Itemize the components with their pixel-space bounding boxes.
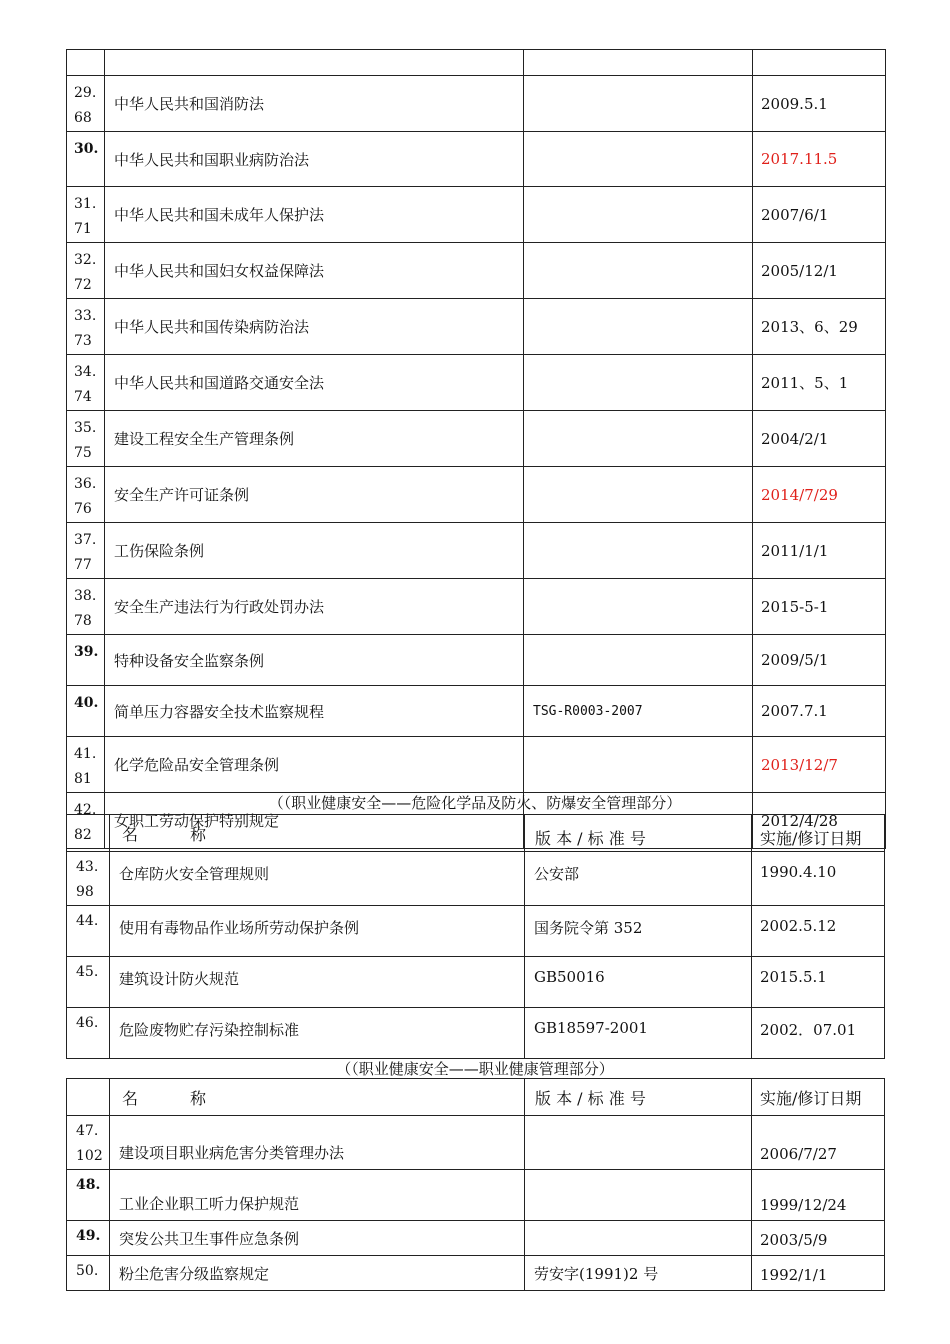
table-row <box>67 1256 885 1291</box>
row-number-suffix: 82 <box>74 827 92 843</box>
row-number: 45. <box>76 964 99 980</box>
table-row <box>67 579 886 635</box>
table-header-row <box>67 815 885 852</box>
regulation-name-cell: 简单压力容器安全技术监察规程 <box>105 686 524 737</box>
row-number-cell <box>67 1116 110 1170</box>
row-number-cell <box>67 1221 110 1256</box>
effective-date-cell: 2009.5.1 <box>753 76 886 132</box>
regulation-name-cell: 仓库防火安全管理规则 <box>110 852 525 906</box>
effective-date-cell: 2006/7/27 <box>752 1116 885 1170</box>
regulations-table-3 <box>66 1078 885 1291</box>
regulation-name-cell: 中华人民共和国传染病防治法 <box>105 299 524 355</box>
effective-date-cell: 2007/6/1 <box>753 187 886 243</box>
standard-number-cell <box>524 737 753 793</box>
header-date-cell: 实施/修订日期 <box>752 815 885 852</box>
row-number: 46. <box>76 1015 99 1031</box>
row-number-suffix: 102 <box>76 1148 103 1164</box>
effective-date-cell: 2002.5.12 <box>752 906 885 957</box>
standard-number-cell <box>525 1170 752 1221</box>
row-number-cell <box>67 1256 110 1291</box>
row-number-cell <box>67 1008 110 1059</box>
row-number-cell <box>67 243 105 299</box>
header-standard-cell: 版 本 / 标 准 号 <box>525 1079 752 1116</box>
effective-date-cell: 1992/1/1 <box>752 1256 885 1291</box>
regulation-name-cell: 中华人民共和国妇女权益保障法 <box>105 243 524 299</box>
standard-number-cell: 国务院令第 352 <box>525 906 752 957</box>
standard-number-cell <box>524 579 753 635</box>
table-row <box>67 76 886 132</box>
row-number-suffix: 74 <box>74 389 92 405</box>
row-number: 42. <box>74 802 97 818</box>
table-row <box>67 737 886 793</box>
row-number-cell <box>67 355 105 411</box>
table-row <box>67 686 886 737</box>
row-number-suffix: 68 <box>74 110 92 126</box>
row-number-cell <box>67 50 105 76</box>
table-row <box>67 467 886 523</box>
row-number-cell <box>67 852 110 906</box>
standard-number-cell <box>524 50 753 76</box>
standard-number-cell <box>524 523 753 579</box>
table-row <box>67 50 886 76</box>
header-name-b: 称 <box>190 1088 207 1108</box>
row-number: 35. <box>74 420 97 436</box>
row-number: 33. <box>74 308 97 324</box>
row-number: 32. <box>74 252 97 268</box>
standard-number-cell: TSG-R0003-2007 <box>524 686 753 737</box>
header-number-cell <box>67 1079 110 1116</box>
effective-date-cell: 2007.7.1 <box>753 686 886 737</box>
regulation-name-cell: 使用有毒物品作业场所劳动保护条例 <box>110 906 525 957</box>
effective-date-cell: 2011/1/1 <box>753 523 886 579</box>
table-row <box>67 957 885 1008</box>
regulation-name-cell: 女职工劳动保护特别规定 <box>105 793 524 849</box>
section-caption-occupational-health: （（职业健康安全——职业健康管理部分） <box>336 1060 614 1078</box>
regulation-name-cell: 粉尘危害分级监察规定 <box>110 1256 525 1291</box>
row-number-cell <box>67 299 105 355</box>
header-number-cell <box>67 815 110 852</box>
section-caption-hazardous-chemicals: （（职业健康安全——危险化学品及防火、防爆安全管理部分） <box>268 794 682 812</box>
regulations-table-1 <box>66 49 886 849</box>
row-number-cell <box>67 686 105 737</box>
row-number: 41. <box>74 746 97 762</box>
table-header-row <box>67 1079 885 1116</box>
effective-date-cell: 2011、5、1 <box>753 355 886 411</box>
standard-number-cell <box>524 243 753 299</box>
standard-number-cell <box>524 76 753 132</box>
table-row <box>67 411 886 467</box>
standard-number-cell <box>524 187 753 243</box>
header-name-cell <box>110 1079 525 1116</box>
effective-date-cell: 2004/2/1 <box>753 411 886 467</box>
table-row <box>67 523 886 579</box>
effective-date-cell: 2017.11.5 <box>753 132 886 187</box>
row-number: 31. <box>74 196 97 212</box>
row-number-cell <box>67 635 105 686</box>
standard-number-cell: 劳安字(1991)2 号 <box>525 1256 752 1291</box>
header-standard-cell: 版 本 / 标 准 号 <box>525 815 752 852</box>
row-number-suffix: 78 <box>74 613 92 629</box>
table-row <box>67 635 886 686</box>
table-row <box>67 355 886 411</box>
table-row <box>67 1170 885 1221</box>
standard-number-cell <box>524 635 753 686</box>
table-row <box>67 906 885 957</box>
effective-date-cell: 1990.4.10 <box>752 852 885 906</box>
regulation-name-cell: 建筑设计防火规范 <box>110 957 525 1008</box>
row-number: 39. <box>74 644 99 660</box>
row-number: 40. <box>74 695 99 711</box>
row-number-cell <box>67 737 105 793</box>
regulation-name-cell: 工业企业职工听力保护规范 <box>110 1170 525 1221</box>
standard-number-cell: GB50016 <box>525 957 752 1008</box>
row-number-cell <box>67 906 110 957</box>
table-row <box>67 852 885 906</box>
row-number-suffix: 75 <box>74 445 92 461</box>
row-number: 34. <box>74 364 97 380</box>
header-date-cell: 实施/修订日期 <box>752 1079 885 1116</box>
effective-date-cell: 2015.5.1 <box>752 957 885 1008</box>
regulation-name-cell: 特种设备安全监察条例 <box>105 635 524 686</box>
regulations-table-2 <box>66 814 885 1059</box>
row-number-suffix: 72 <box>74 277 92 293</box>
row-number-suffix: 76 <box>74 501 92 517</box>
effective-date-cell: 2003/5/9 <box>752 1221 885 1256</box>
effective-date-cell: 2009/5/1 <box>753 635 886 686</box>
row-number: 43. <box>76 859 99 875</box>
regulation-name-cell: 危险废物贮存污染控制标准 <box>110 1008 525 1059</box>
header-name-a: 名 <box>122 824 139 844</box>
row-number: 36. <box>74 476 97 492</box>
effective-date-cell: 2015-5-1 <box>753 579 886 635</box>
regulation-name-cell: 建设项目职业病危害分类管理办法 <box>110 1116 525 1170</box>
row-number-suffix: 81 <box>74 771 92 787</box>
standard-number-cell <box>524 411 753 467</box>
table-row <box>67 1008 885 1059</box>
row-number-cell <box>67 579 105 635</box>
regulation-name-cell <box>105 50 524 76</box>
row-number-cell <box>67 132 105 187</box>
effective-date-cell: 2002．07.01 <box>752 1008 885 1059</box>
row-number-cell <box>67 76 105 132</box>
row-number-cell <box>67 1170 110 1221</box>
standard-number-cell <box>524 355 753 411</box>
row-number-cell <box>67 411 105 467</box>
regulation-name-cell: 中华人民共和国未成年人保护法 <box>105 187 524 243</box>
effective-date-cell: 2014/7/29 <box>753 467 886 523</box>
regulation-name-cell: 中华人民共和国道路交通安全法 <box>105 355 524 411</box>
table-row <box>67 243 886 299</box>
row-number: 29. <box>74 85 97 101</box>
standard-number-cell: 公安部 <box>525 852 752 906</box>
standard-number-cell <box>525 1221 752 1256</box>
regulation-name-cell: 建设工程安全生产管理条例 <box>105 411 524 467</box>
row-number-suffix: 71 <box>74 221 92 237</box>
table-row <box>67 1221 885 1256</box>
row-number: 47. <box>76 1123 99 1139</box>
row-number-cell <box>67 467 105 523</box>
effective-date-cell: 2013、6、29 <box>753 299 886 355</box>
table-row <box>67 187 886 243</box>
standard-number-cell <box>524 132 753 187</box>
row-number-suffix: 77 <box>74 557 92 573</box>
table-row <box>67 299 886 355</box>
effective-date-cell: 2005/12/1 <box>753 243 886 299</box>
row-number: 30. <box>74 141 99 157</box>
row-number-suffix: 98 <box>76 884 94 900</box>
standard-number-cell: GB18597-2001 <box>525 1008 752 1059</box>
row-number: 38. <box>74 588 97 604</box>
effective-date-cell <box>753 50 886 76</box>
regulation-name-cell: 安全生产许可证条例 <box>105 467 524 523</box>
standard-number-cell <box>525 1116 752 1170</box>
effective-date-cell: 1999/12/24 <box>752 1170 885 1221</box>
header-name-cell <box>110 815 525 852</box>
regulation-name-cell: 突发公共卫生事件应急条例 <box>110 1221 525 1256</box>
table-row <box>67 1116 885 1170</box>
effective-date-cell: 2013/12/7 <box>753 737 886 793</box>
header-name-a: 名 <box>122 1088 139 1108</box>
regulation-name-cell: 化学危险品安全管理条例 <box>105 737 524 793</box>
regulation-name-cell: 安全生产违法行为行政处罚办法 <box>105 579 524 635</box>
standard-number-cell <box>524 299 753 355</box>
row-number: 44. <box>76 913 99 929</box>
header-name-b: 称 <box>190 824 207 844</box>
row-number: 50. <box>76 1263 99 1279</box>
standard-number-cell <box>524 467 753 523</box>
regulation-name-cell: 工伤保险条例 <box>105 523 524 579</box>
row-number: 49. <box>76 1228 101 1244</box>
regulation-name-cell: 中华人民共和国消防法 <box>105 76 524 132</box>
effective-date-cell: 2012/4/28 <box>753 793 886 849</box>
row-number: 48. <box>76 1177 101 1193</box>
row-number: 37. <box>74 532 97 548</box>
regulation-name-cell: 中华人民共和国职业病防治法 <box>105 132 524 187</box>
table-row <box>67 132 886 187</box>
row-number-cell <box>67 523 105 579</box>
row-number-cell <box>67 187 105 243</box>
row-number-suffix: 73 <box>74 333 92 349</box>
row-number-cell <box>67 957 110 1008</box>
